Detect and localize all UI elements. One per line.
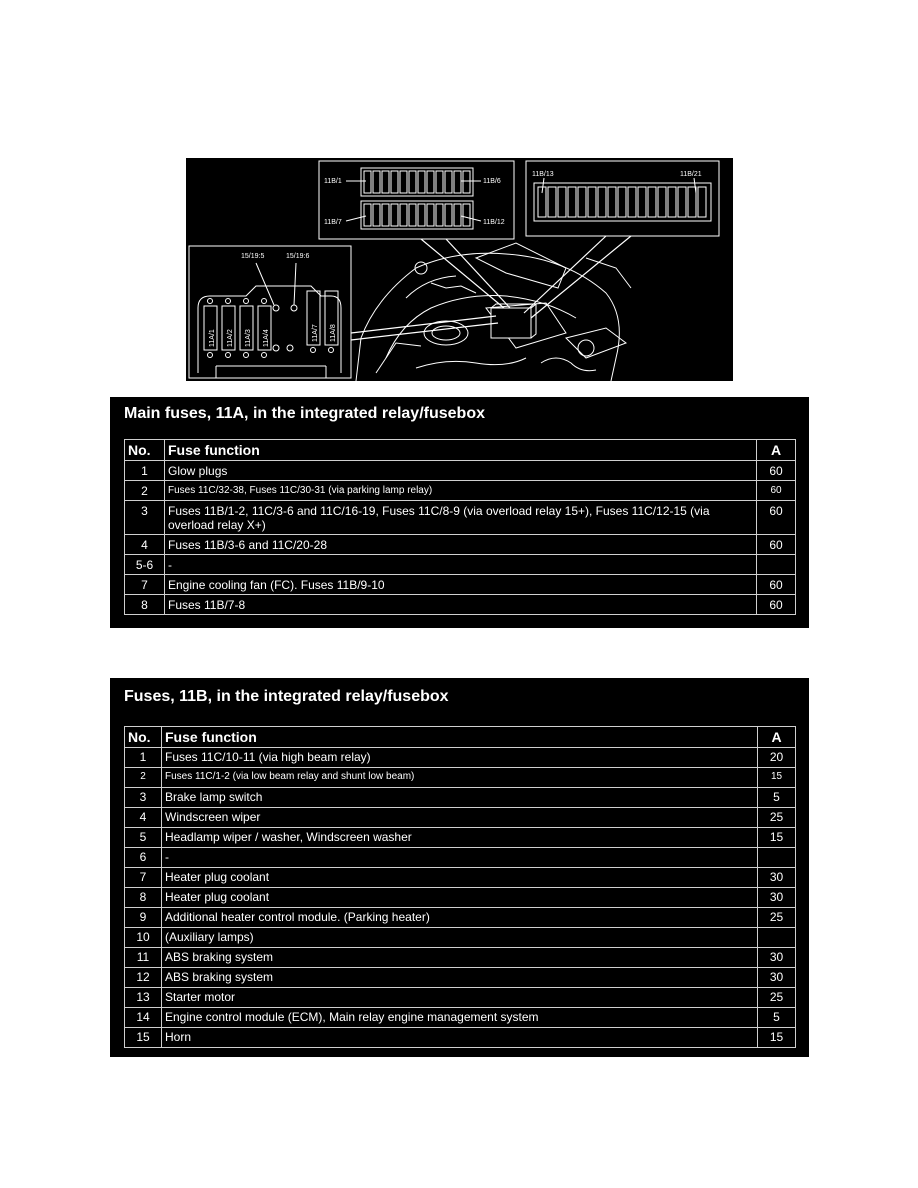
fuse-no: 14 [125, 1008, 162, 1028]
fuse-amp: 30 [758, 888, 796, 908]
fuse-function: Starter motor [162, 988, 758, 1008]
fuse-no: 8 [125, 888, 162, 908]
header-fuse-function: Fuse function [162, 727, 758, 748]
fuse-function: Glow plugs [165, 461, 757, 481]
label-11b-13: 11B/13 [532, 171, 554, 178]
fusebox-location-diagram [186, 158, 733, 381]
fuse-function: Fuses 11B/3-6 and 11C/20-28 [165, 535, 757, 555]
fuse-function: Brake lamp switch [162, 788, 758, 808]
fuse-no: 10 [125, 928, 162, 948]
fuse-no: 2 [125, 481, 165, 501]
fuse-function: Fuses 11C/10-11 (via high beam relay) [162, 748, 758, 768]
header-amp: A [757, 440, 796, 461]
table-11a [124, 439, 796, 615]
table-row [125, 595, 796, 615]
fuse-no: 4 [125, 535, 165, 555]
fuse-amp: 5 [758, 1008, 796, 1028]
table-row [125, 1008, 796, 1028]
fuse-function: (Auxiliary lamps) [162, 928, 758, 948]
label-11b-7: 11B/7 [324, 219, 342, 226]
fuse-amp: 25 [758, 908, 796, 928]
table-row [125, 461, 796, 481]
table-row [125, 808, 796, 828]
header-no: No. [125, 440, 165, 461]
fuse-function: Fuses 11B/1-2, 11C/3-6 and 11C/16-19, Fuses 11C/8-9 (via overload relay 15+), Fuses 11C/12-15 (via overload relay X+) [165, 501, 757, 535]
fuse-amp [758, 928, 796, 948]
fuse-function: Fuses 11C/1-2 (via low beam relay and shunt low beam) [162, 768, 758, 788]
fuse-amp: 60 [757, 481, 796, 501]
fusebox-11b-1-12-inset [319, 161, 514, 239]
fuses-11b-panel [110, 678, 809, 1057]
table-row [125, 788, 796, 808]
header-amp: A [758, 727, 796, 748]
fuse-amp: 60 [757, 575, 796, 595]
fuse-no: 2 [125, 768, 162, 788]
fuse-amp: 15 [758, 1028, 796, 1048]
fuse-amp: 30 [758, 968, 796, 988]
fuse-amp: 5 [758, 788, 796, 808]
fuse-function: Windscreen wiper [162, 808, 758, 828]
fuse-no: 15 [125, 1028, 162, 1048]
fuse-amp: 30 [758, 868, 796, 888]
table-row [125, 968, 796, 988]
fuse-no: 8 [125, 595, 165, 615]
fuse-amp [758, 848, 796, 868]
fuse-no: 3 [125, 501, 165, 535]
fuse-function: Headlamp wiper / washer, Windscreen washer [162, 828, 758, 848]
label-15-19-6: 15/19:6 [286, 253, 310, 260]
table-11a-title: Main fuses, 11A, in the integrated relay/fusebox [124, 405, 485, 422]
header-fuse-function: Fuse function [165, 440, 757, 461]
fuse-function: Heater plug coolant [162, 868, 758, 888]
table-header-row [125, 440, 796, 461]
fuse-function: Heater plug coolant [162, 888, 758, 908]
fuse-function: Fuses 11B/7-8 [165, 595, 757, 615]
fuse-amp: 15 [758, 768, 796, 788]
label-11a-2: 11A/2 [227, 329, 234, 347]
label-11a-8: 11A/8 [330, 324, 337, 342]
label-15-19-5: 15/19:5 [241, 253, 265, 260]
label-11a-4: 11A/4 [263, 329, 270, 347]
table-header-row [125, 727, 796, 748]
fuse-function: Additional heater control module. (Parking heater) [162, 908, 758, 928]
fuse-amp [757, 555, 796, 575]
table-row [125, 748, 796, 768]
label-11b-21: 11B/21 [680, 171, 702, 178]
label-11a-7: 11A/7 [312, 324, 319, 342]
table-11b-title: Fuses, 11B, in the integrated relay/fusebox [124, 688, 449, 705]
fusebox-11a-inset [189, 246, 351, 378]
table-row [125, 501, 796, 535]
fuse-no: 9 [125, 908, 162, 928]
fuse-amp: 60 [757, 461, 796, 481]
fuse-no: 7 [125, 575, 165, 595]
fuse-no: 7 [125, 868, 162, 888]
fuse-no: 13 [125, 988, 162, 1008]
label-11a-3: 11A/3 [245, 329, 252, 347]
table-row [125, 888, 796, 908]
label-11b-1: 11B/1 [324, 178, 342, 185]
fuse-no: 6 [125, 848, 162, 868]
fuse-amp: 60 [757, 501, 796, 535]
fuse-no: 1 [125, 461, 165, 481]
table-row [125, 1028, 796, 1048]
table-row [125, 988, 796, 1008]
fuse-amp: 20 [758, 748, 796, 768]
table-row [125, 575, 796, 595]
header-no: No. [125, 727, 162, 748]
fuse-function: - [162, 848, 758, 868]
table-row [125, 828, 796, 848]
label-11a-1: 11A/1 [209, 329, 216, 347]
table-row [125, 868, 796, 888]
fuse-function: ABS braking system [162, 968, 758, 988]
fuse-amp: 60 [757, 595, 796, 615]
fusebox-11b-13-21-inset [526, 161, 719, 236]
fuse-amp: 15 [758, 828, 796, 848]
fuse-no: 5-6 [125, 555, 165, 575]
table-11b [124, 726, 796, 1048]
fuse-amp: 25 [758, 808, 796, 828]
fuse-no: 1 [125, 748, 162, 768]
table-row [125, 928, 796, 948]
fuse-amp: 60 [757, 535, 796, 555]
table-row [125, 555, 796, 575]
table-row [125, 481, 796, 501]
fuse-amp: 30 [758, 948, 796, 968]
fuse-function: Horn [162, 1028, 758, 1048]
fuse-no: 4 [125, 808, 162, 828]
fuse-function: Fuses 11C/32-38, Fuses 11C/30-31 (via parking lamp relay) [165, 481, 757, 501]
table-row [125, 848, 796, 868]
fuse-function: - [165, 555, 757, 575]
fuse-no: 5 [125, 828, 162, 848]
fuse-function: Engine control module (ECM), Main relay engine management system [162, 1008, 758, 1028]
fuse-amp: 25 [758, 988, 796, 1008]
main-fuses-11a-panel [110, 397, 809, 628]
fuse-no: 11 [125, 948, 162, 968]
table-row [125, 535, 796, 555]
table-row [125, 768, 796, 788]
fuse-no: 12 [125, 968, 162, 988]
engine-bay-illustration [356, 243, 631, 381]
fuse-function: Engine cooling fan (FC). Fuses 11B/9-10 [165, 575, 757, 595]
fusebox-diagram-svg [186, 158, 733, 381]
table-row [125, 908, 796, 928]
fuse-no: 3 [125, 788, 162, 808]
label-11b-6: 11B/6 [483, 178, 501, 185]
table-row [125, 948, 796, 968]
fuse-function: ABS braking system [162, 948, 758, 968]
label-11b-12: 11B/12 [483, 219, 505, 226]
